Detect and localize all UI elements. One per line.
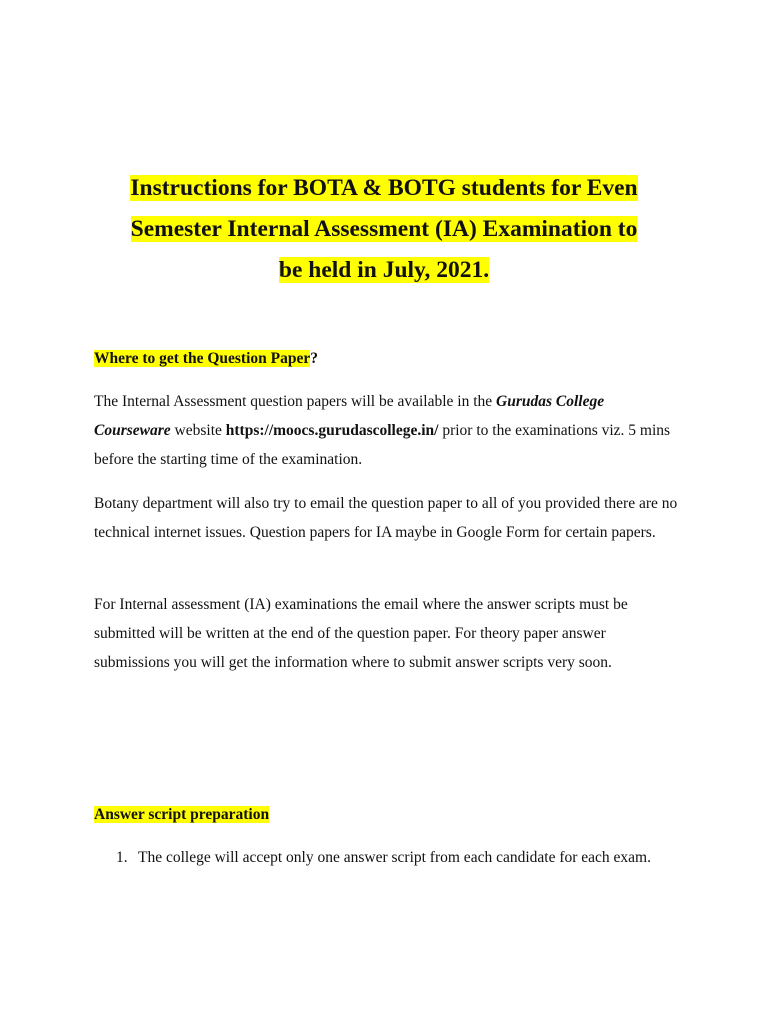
numbered-list bbox=[94, 843, 676, 872]
courseware-url: https://moocs.gurudascollege.in/ bbox=[225, 422, 439, 439]
heading-suffix: ? bbox=[310, 350, 318, 367]
heading-highlight: Where to get the Question Paper bbox=[94, 350, 311, 367]
title-line-1: Instructions for BOTA & BOTG students for Even bbox=[130, 175, 638, 201]
list-item bbox=[94, 843, 676, 872]
para-text: website bbox=[170, 422, 226, 439]
document-title bbox=[60, 168, 708, 291]
paragraph-submission: For Internal assessment (IA) examinations the email where the answer scripts must be submitted will be written at the end of the question paper. For theory paper answer submissions you will get the information where to submit answer scripts very soon. bbox=[94, 596, 628, 671]
title-line-2: Semester Internal Assessment (IA) Examination to bbox=[130, 216, 638, 242]
list-item-text: The college will accept only one answer script from each candidate for each exam. bbox=[138, 849, 651, 866]
para-text: prior to the examinations viz. 5 mins before the starting time of the examination. bbox=[94, 422, 671, 468]
paragraph-availability bbox=[94, 387, 680, 474]
section-heading-answer-script bbox=[94, 805, 269, 825]
paragraph-email: Botany department will also try to email the question paper to all of you provided there are no technical internet issues. Question papers for IA maybe in Google Form for certain papers. bbox=[94, 495, 678, 541]
courseware-name: Gurudas College Courseware bbox=[94, 393, 605, 439]
heading-highlight: Answer script preparation bbox=[94, 806, 270, 823]
section-heading-question-paper bbox=[94, 349, 318, 369]
title-line-3: be held in July, 2021. bbox=[278, 257, 490, 283]
list-item-number: 1. bbox=[116, 849, 128, 866]
para-text: The Internal Assessment question papers will be available in the bbox=[94, 393, 497, 410]
